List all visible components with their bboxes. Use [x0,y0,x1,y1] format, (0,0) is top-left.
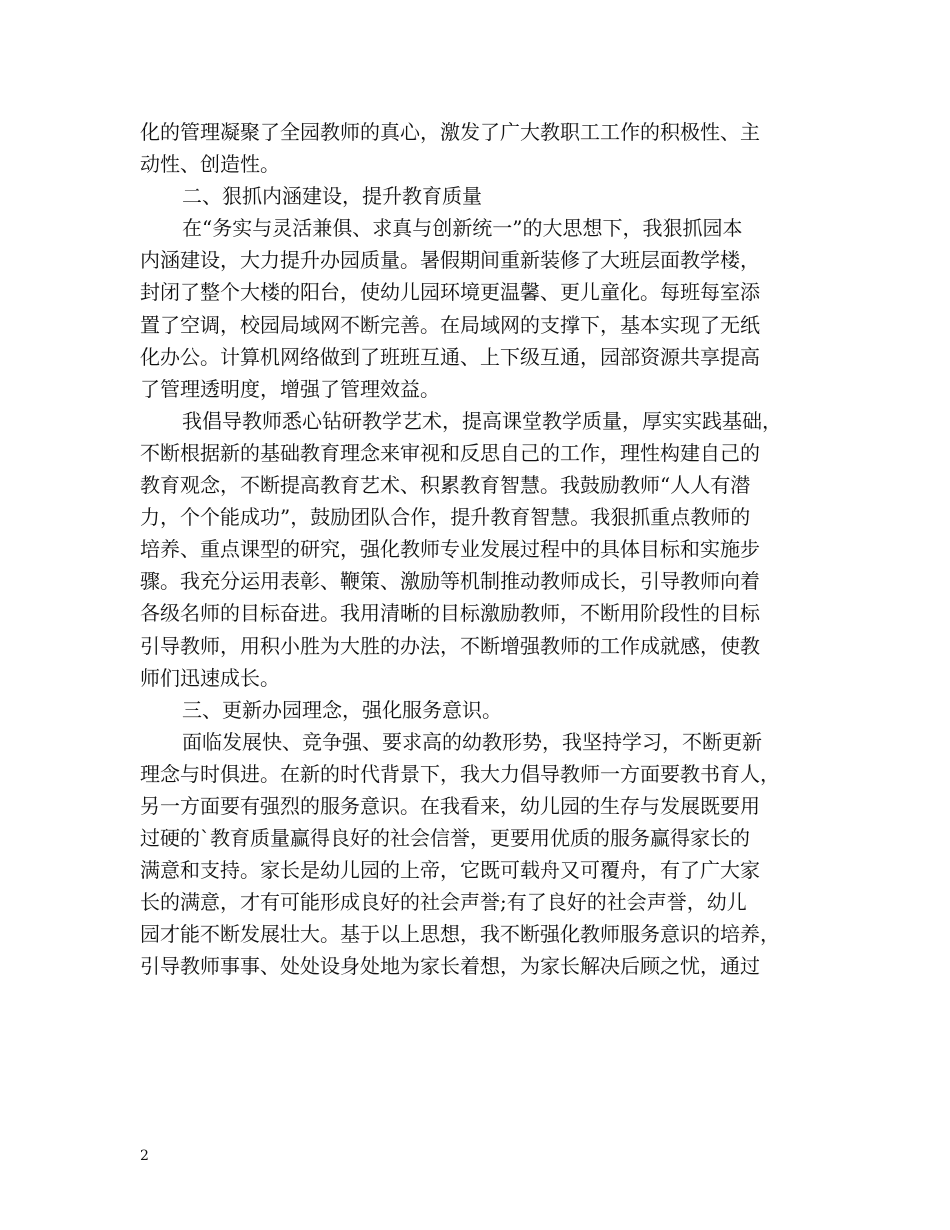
text-line: 另一方面要有强烈的服务意识。在我看来，幼儿园的生存与发展既要用 [140,793,760,818]
text-line: 面临发展快、竞争强、要求高的幼教形势，我坚持学习，不断更新 [182,729,762,754]
text-line: 理念与时俱进。在新的时代背景下，我大力倡导教师一方面要教书育人， [140,761,780,786]
text-line: 力，个个能成功”，鼓励团队合作，提升教育智慧。我狠抓重点教师的 [140,505,751,530]
text-line: 满意和支持。家长是幼儿园的上帝，它既可载舟又可覆舟，有了广大家 [140,858,760,883]
text-line: 我倡导教师悉心钻研教学艺术，提高课堂教学质量，厚实实践基础， [182,408,782,433]
text-line: 动性、创造性。 [140,152,280,177]
text-line: 了管理透明度，增强了管理效益。 [140,376,440,401]
heading-line: 二、狠抓内涵建设，提升教育质量 [182,184,482,209]
text-line: 封闭了整个大楼的阳台，使幼儿园环境更温馨、更儿童化。每班每室添 [140,280,760,305]
page-number: 2 [140,1148,149,1164]
text-line: 化的管理凝聚了全园教师的真心，激发了广大教职工工作的积极性、主 [140,120,760,144]
text-line: 不断根据新的基础教育理念来审视和反思自己的工作，理性构建自己的 [140,440,760,465]
paragraph-4 [140,726,815,983]
text-line: 过硬的`教育质量赢得良好的社会信誉，更要用优质的服务赢得家长的 [140,826,750,851]
paragraph-3 [140,405,815,694]
text-line: 引导教师，用积小胜为大胜的办法，不断增强教师的工作成就感，使教 [140,633,760,658]
text-line: 长的满意，才有可能形成良好的社会声誉;有了良好的社会声誉，幼儿 [140,890,747,915]
text-line: 师们迅速成长。 [140,665,280,690]
paragraph-1 [140,116,815,180]
paragraph-2 [140,212,815,405]
section-heading-2 [140,180,815,212]
text-line: 引导教师事事、处处设身处地为家长着想，为家长解决后顾之忧，通过 [140,954,760,979]
text-line: 园才能不断发展壮大。基于以上思想，我不断强化教师服务意识的培养， [140,922,780,947]
text-line: 培养、重点课型的研究，强化教师专业发展过程中的具体目标和实施步 [140,537,760,562]
text-line: 内涵建设，大力提升办园质量。暑假期间重新装修了大班层面教学楼， [140,248,760,273]
section-heading-3 [140,694,815,726]
text-line: 在“务实与灵活兼俱、求真与创新统一”的大思想下，我狠抓园本 [182,216,743,241]
document-body [140,116,815,983]
text-line: 各级名师的目标奋进。我用清晰的目标激励教师，不断用阶段性的目标 [140,601,760,626]
text-line: 教育观念，不断提高教育艺术、积累教育智慧。我鼓励教师“人人有潜 [140,473,751,498]
heading-line: 三、更新办园理念，强化服务意识。 [182,697,502,722]
text-line: 骤。我充分运用表彰、鞭策、激励等机制推动教师成长，引导教师向着 [140,569,760,594]
text-line: 置了空调，校园局域网不断完善。在局域网的支撑下，基本实现了无纸 [140,312,760,337]
text-line: 化办公。计算机网络做到了班班互通、上下级互通，园部资源共享提高 [140,344,760,369]
